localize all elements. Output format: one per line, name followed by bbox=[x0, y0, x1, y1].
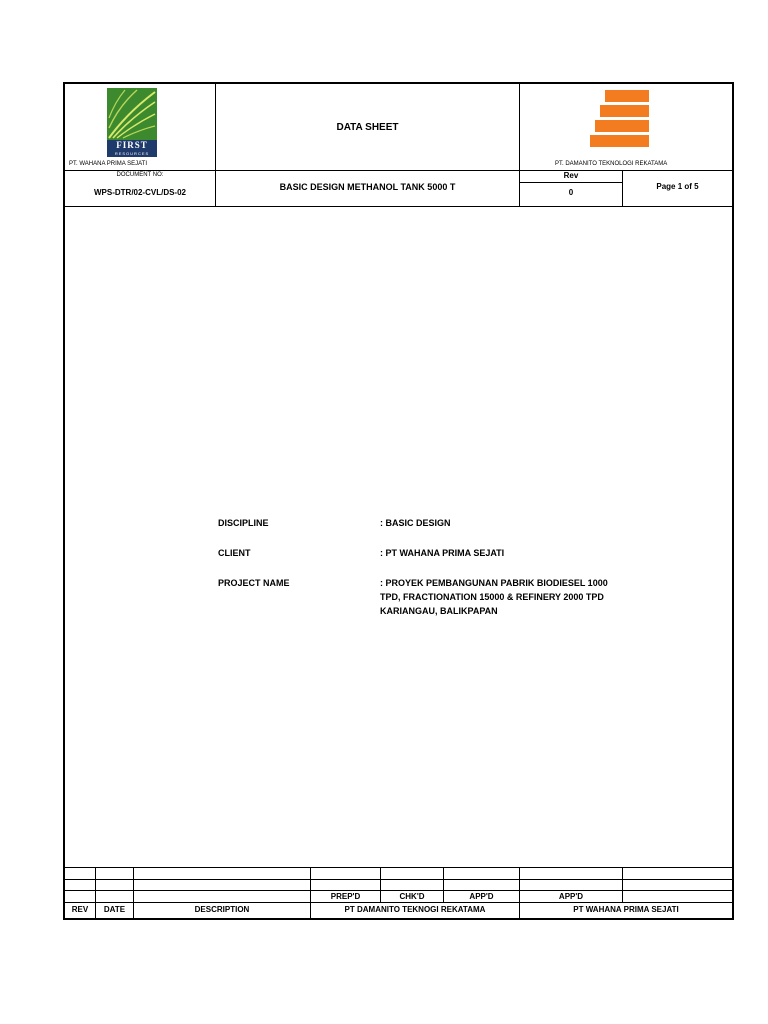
logo-bar-3 bbox=[595, 120, 649, 132]
data-sheet-frame bbox=[63, 82, 734, 920]
date-column-header: DATE bbox=[103, 905, 126, 914]
footer-line-2 bbox=[65, 879, 732, 880]
client-value: : PT WAHANA PRIMA SEJATI bbox=[380, 548, 505, 558]
footer-line-4 bbox=[65, 902, 732, 903]
document-no-label: DOCUMENT NO: bbox=[116, 172, 164, 178]
rev-value: 0 bbox=[568, 188, 574, 197]
left-company-name: PT. WAHANA PRIMA SEJATI bbox=[69, 161, 148, 167]
logo-bar-4 bbox=[590, 135, 649, 147]
contractor-name: PT DAMANITO TEKNOGI REKATAMA bbox=[344, 905, 486, 914]
header-divider-logo-left bbox=[65, 170, 215, 171]
logo-bar-1 bbox=[605, 90, 649, 102]
damanito-logo bbox=[587, 90, 651, 150]
header-divider-left bbox=[215, 170, 520, 171]
logo-first-text: FIRST bbox=[116, 140, 148, 150]
discipline-value: : BASIC DESIGN bbox=[380, 518, 451, 528]
document-title: BASIC DESIGN METHANOL TANK 5000 T bbox=[279, 182, 456, 192]
approved-label-contractor: APP'D bbox=[469, 892, 494, 901]
discipline-label: DISCIPLINE bbox=[218, 518, 269, 528]
footer-col-7 bbox=[622, 867, 623, 902]
checked-label: CHK'D bbox=[399, 892, 425, 901]
logo-resources-text: RESOURCES bbox=[114, 151, 150, 156]
page-number: Page 1 of 5 bbox=[656, 182, 699, 191]
page-title: DATA SHEET bbox=[336, 122, 399, 133]
project-name-label: PROJECT NAME bbox=[218, 578, 290, 588]
rev-label: Rev bbox=[563, 171, 579, 180]
project-name-line-3: KARIANGAU, BALIKPAPAN bbox=[380, 606, 498, 616]
project-name-line-1: : PROYEK PEMBANGUNAN PABRIK BIODIESEL 1000 bbox=[380, 578, 608, 588]
description-column-header: DESCRIPTION bbox=[194, 905, 250, 914]
header-rev-divider bbox=[520, 182, 622, 183]
footer-line-1 bbox=[65, 867, 732, 868]
rev-column-header: REV bbox=[71, 905, 89, 914]
project-name-line-2: TPD, FRACTIONATION 15000 & REFINERY 2000 TPD bbox=[380, 592, 604, 602]
first-resources-logo bbox=[107, 88, 157, 158]
footer-line-3 bbox=[65, 890, 732, 891]
document-number: WPS-DTR/02-CVL/DS-02 bbox=[93, 188, 186, 197]
logo-bar-2 bbox=[600, 105, 649, 117]
right-company-name: PT. DAMANITO TEKNOLOGI REKATAMA bbox=[555, 161, 668, 167]
client-label: CLIENT bbox=[218, 548, 251, 558]
owner-name: PT WAHANA PRIMA SEJATI bbox=[573, 905, 679, 914]
header-bottom-line bbox=[65, 206, 732, 207]
prepared-label: PREP'D bbox=[330, 892, 361, 901]
approved-label-owner: APP'D bbox=[558, 892, 584, 901]
